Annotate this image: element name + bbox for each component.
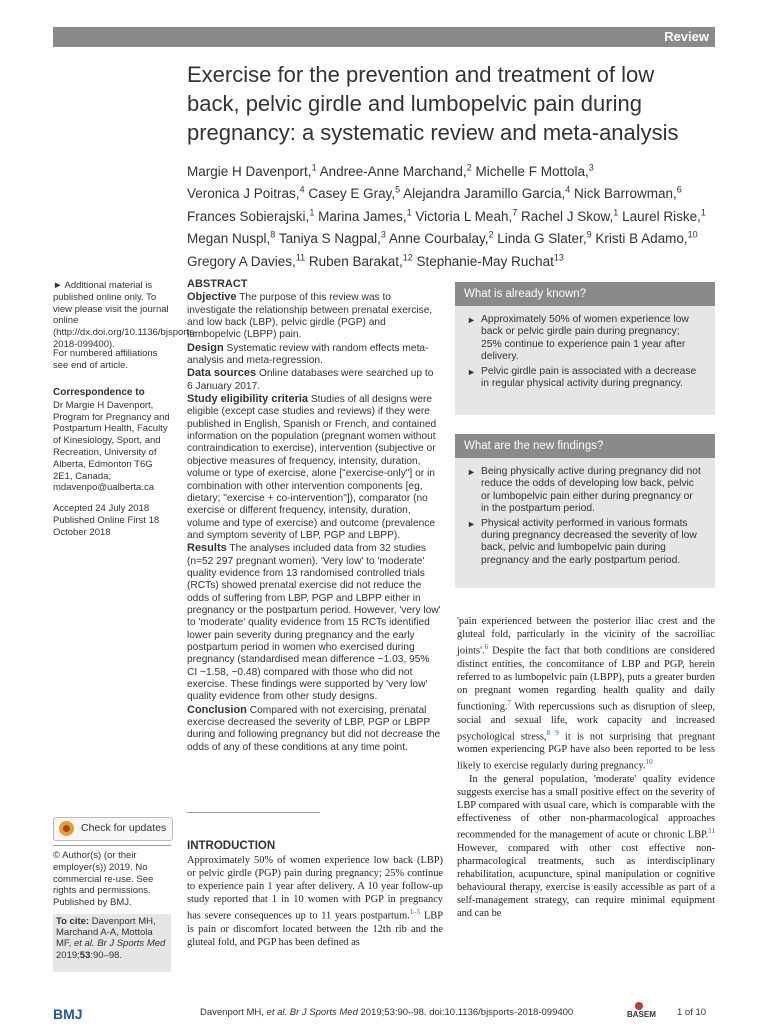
author-20: Stephanie-May Ruchat$^{13}$	[416, 252, 564, 269]
correspondence-body: Dr Margie H Davenport, Program for Pregnancy and Postpartum Health, Faculty of Kinesiology, Sport, and Recreation, University of Alberta, Edmonton T6G 2E1, Canada; mdavenpo@ualberta.ca	[53, 399, 170, 494]
abstract-results: Results The analyses included data from 32 studies (n=52 297 pregnant women). 'Very low' to 'moderate' quality evidence from 13 randomised controlled trials (RCTs) showed prenatal exercise did not reduce the odds of suffering from LBP, PGP and LBPP either in pregnancy or the postpartum period. However, 'very low' to 'moderate' quality evidence from 15 RCTs identified lower pain severity during pregnancy and the early postpartum period in women who exercised during pregnancy (standardised mean difference −1.03, 95% CI −1.58, −0.48) compared with those who did not exercise. These findings were supported by 'very low' quality evidence from other study designs.	[187, 542, 441, 703]
basem-logo: BASEM	[625, 1002, 655, 1020]
check-for-updates-button[interactable]	[53, 817, 173, 841]
author-5: Casey E Gray,$^5$	[308, 184, 401, 201]
author-15: Anne Courbalay,$^2$	[388, 229, 494, 246]
author-10: Victoria L Meah,$^7$	[415, 207, 518, 224]
section-header-bar	[53, 27, 715, 47]
reference-link[interactable]: 10	[645, 758, 653, 767]
reference-link[interactable]: 6	[484, 643, 489, 652]
citation-box	[53, 914, 171, 972]
bmj-logo: BMJ	[53, 1006, 83, 1022]
affiliations-note: For numbered affiliations see end of article.	[53, 348, 158, 371]
new-findings-heading: What are the new findings?	[455, 434, 715, 458]
crossmark-icon	[59, 821, 74, 836]
abstract-heading: ABSTRACT	[187, 278, 248, 290]
check-for-updates-label: Check for updates	[81, 822, 167, 834]
reference-link[interactable]: 7	[507, 699, 512, 708]
reference-link[interactable]: 1–5	[409, 908, 421, 917]
known-item: ► Approximately 50% of women experience low back or pelvic girdle pain during pregnancy; 25% continue to experience pain 1 year after delivery.	[467, 314, 701, 364]
article-title: Exercise for the prevention and treatment of low back, pelvic girdle and lumbopelvic pain during pregnancy: a systematic review and meta-analysis	[187, 62, 679, 145]
cite-label: To cite:	[56, 916, 90, 927]
page-number: 1 of 10	[677, 1007, 707, 1018]
abstract-divider	[187, 812, 320, 813]
author-19: Ruben Barakat,$^{12}$	[308, 252, 413, 269]
known-item: ► Pelvic girdle pain is associated with a decrease in regular physical activity during pregnancy.	[467, 366, 701, 391]
author-1: Margie H Davenport,$^1$	[187, 162, 317, 179]
footer-citation: Davenport MH, et al. Br J Sports Med 2019;53:90–98. doi:10.1136/bjsports-2018-099400	[200, 1007, 574, 1018]
introduction-heading: INTRODUCTION	[187, 840, 276, 852]
author-6: Alejandra Jaramillo Garcia,$^4$	[403, 184, 571, 201]
author-list	[187, 158, 707, 271]
dates-block	[53, 503, 173, 538]
body-paragraph: In the general population, 'moderate' quality evidence suggests exercise has a small positive effect on the severity of LBP compared with usual care, which is comparable with the effectiveness of other non-pharmacological approaches recommended for the management of acute or chronic LBP.$^{11}$ However, compared with other cost effective non-pharmacological treatments, such as interdisciplinary rehabilitation, acupuncture, spinal manipulation or cognitive behavioural therapy, exercise is easily accessible as part of a self-management strategy, can require minimal equipment and can be	[457, 773, 715, 920]
finding-item: ► Being physically active during pregnancy did not reduce the odds of developing low back, pelvic or lumbopelvic pain either during pregnancy or in the postpartum period.	[467, 466, 701, 516]
author-7: Nick Barrowman,$^6$	[574, 184, 682, 201]
author-8: Frances Sobierajski,$^1$	[187, 207, 315, 224]
abstract-conclusion: Conclusion Compared with not exercising, prenatal exercise decreased the severity of LBP, PGP or LBPP during and following pregnancy but did not decrease the odds of any of these conditions at any time point.	[187, 703, 441, 753]
abstract-objective: Objective The purpose of this review was to investigate the relationship between prenatal exercise, and low back (LBP), pelvic girdle (PGP) and lumbopelvic (LBPP) pain.	[187, 291, 433, 341]
published-date: Published Online First 18 October 2018	[53, 514, 160, 538]
author-17: Kristi B Adamo,$^{10}$	[595, 229, 698, 246]
body-column-right	[457, 615, 715, 920]
abstract-data-sources: Data sources Online databases were searched up to 6 January 2017.	[187, 367, 434, 392]
author-16: Linda G Slater,$^9$	[497, 229, 592, 246]
accepted-date: Accepted 24 July 2018	[53, 503, 150, 514]
cite-etal: et al. Br J Sports Med	[73, 938, 166, 950]
author-2: Andree-Anne Marchand,$^2$	[319, 162, 472, 179]
abstract	[187, 278, 441, 754]
reference-link[interactable]: 8 9	[546, 728, 559, 737]
cite-volume: 53	[79, 949, 91, 961]
abstract-design: Design Systematic review with random effects meta-analysis and meta-regression.	[187, 341, 429, 367]
correspondence-block	[53, 387, 173, 494]
introduction-paragraph: Approximately 50% of women experience low back (LBP) or pelvic girdle (PGP) pain during pregnancy; 25% continue to experience pain 1 year after delivery. A 10 year follow-up study reported that 1 in 10 women with PGP in pregnancy has severe consequences up to 11 years postpartum.$^{1-5}$ LBP is pain or discomfort located between the 12th rib and the gluteal fold, and PGP has been defined as	[187, 855, 443, 949]
reference-link[interactable]: 11	[708, 827, 715, 836]
author-9: Marina James,$^1$	[318, 207, 412, 224]
cite-authors: Davenport MH, Marchand A-A, Mottola MF,	[56, 916, 156, 950]
author-4: Veronica J Poitras,$^4$	[187, 184, 305, 201]
author-18: Gregory A Davies,$^{11}$	[187, 252, 306, 269]
body-paragraph: 'pain experienced between the posterior iliac crest and the gluteal fold, particularly in the vicinity of the sacroiliac joints'.$^6$ Despite the fact that both conditions are considered distinct entities, the concomitance of LBP and PGP, herein referred to as lumbopelvic pain (LBPP), puts a greater burden on pregnant women regarding health quality and daily functioning.$^7$ With repercussions such as disruption of sleep, social and sexual life, work capacity and increased psychological stress,$^{8 9}$ it is not surprising that pregnant women experiencing PGP have also been reported to be less likely to exercise regularly during pregnancy.$^{10}$	[457, 616, 716, 772]
section-label: Review	[664, 29, 709, 44]
finding-item: ► Physical activity performed in various formats during pregnancy decreased the severity of low back, pelvic and lumbopelvic pain during pregnancy and the early postpartum period.	[467, 518, 701, 568]
correspondence-heading: Correspondence to	[53, 387, 145, 398]
author-3: Michelle F Mottola,$^3$	[475, 162, 594, 179]
author-13: Megan Nuspl,$^8$	[187, 229, 276, 246]
what-is-known-box	[455, 282, 715, 415]
additional-material-note: ► Additional material is published online only. To view please visit the journal online (http://dx.doi.org/10.1136/bjsports-2018-099400).	[53, 280, 197, 350]
cite-year: 2019;	[56, 949, 80, 961]
cite-pages: :90–98.	[90, 949, 123, 961]
new-findings-box	[455, 434, 715, 588]
author-12: Laurel Riske,$^1$	[622, 207, 706, 224]
sidebar-divider	[53, 845, 171, 846]
copyright-note: © Author(s) (or their employer(s)) 2019. No commercial re-use. See rights and permissions. Published by BMJ.	[53, 850, 154, 909]
what-is-known-heading: What is already known?	[455, 282, 715, 306]
author-14: Taniya S Nagpal,$^3$	[278, 229, 386, 246]
author-11: Rachel J Skow,$^1$	[521, 207, 619, 224]
abstract-eligibility: Study eligibility criteria Studies of all designs were eligible (except case studies and reviews) if they were published in English, Spanish or French, and contained information on the population (pregnant women without contraindication to exercise), intervention (subjective or objective measures of frequency, intensity, duration, volume or type of exercise, alone ["exercise-only"] or in combination with other intervention components [eg, dietary; "exercise + co-intervention"]), comparator (no exercise or different frequency, intensity, duration, volume and type of exercise) and outcome (prevalence and symptom severity of LBP, PGP and LBPP).	[187, 393, 437, 541]
